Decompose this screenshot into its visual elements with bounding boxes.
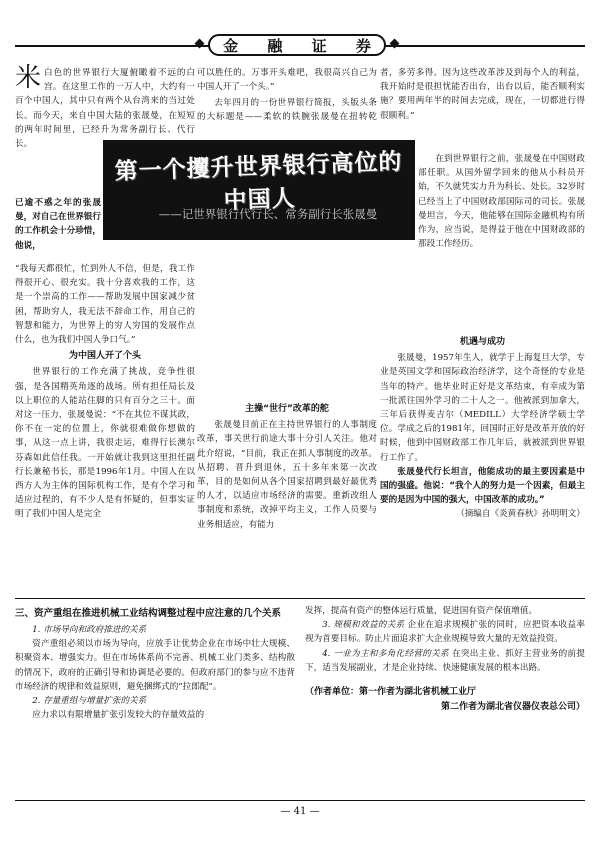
article-col1 (15, 262, 195, 522)
lower-left (15, 604, 295, 722)
lower-heading: 三、资产重组在推进机械工业结构调整过程中应注意的几个关系 (15, 608, 282, 619)
lower-item3-body: 企业在追求规模扩张的同时，应把资本收益率视为首要目标。防止片面追求扩大企业规模导致大量的无效益投资。 (305, 620, 585, 645)
col2-para-c: 张晟曼目前正在主持世界银行的人事制度改革，事关世行前途大事十分引人关注。他对此介绍说，“目前，我正在抓人事制度的改革。从招聘、晋升到退休，五十多年来第一次改革，目的是如何从各个国家招聘到最好最优秀的人才，以适应市场经济的需要。重新改组人事制度和系统，改掉平均主义，工作人员要与业务相适应，有能力 (197, 420, 377, 530)
lower-item4-body: 在突出主业、抓好主营业务的前提下，适当发展副业，才是企业持续、快速健康发展的根本出路。 (305, 648, 585, 673)
col1-intro: 白色的世界银行大厦俯瞰着不远的白宫。在这里工作的一万人中，大约有一百个中国人，其中只有两个从台湾来的当过处长。而今天，来自中国大陆的张晟曼，在短短的两年时间里，已经升为常务副行长、代行长。 (15, 68, 195, 150)
col2-heading: 主操“世行”改革的舵 (245, 404, 329, 414)
col2-para-b: 去年四月的一份世界银行简报，头版头条的大标题是——柔软的铁腕张晟曼在扭转乾 (197, 98, 377, 123)
article-separator (15, 598, 585, 599)
col1-para: 世界银行的工作充满了挑战，竞争性很强，是各国精英角逐的战场。所有担任局长及以上职位的人能站住脚的只有百分之三十。面对这一压力，张晟曼说：“不在其位不谋其政，你不在一定的位置上，你就很难做你想做的事，从这一点上讲，我很走运，难得行长澳尔芬森如此信任我。一开始就让我到这里担任副行长兼秘书长，那是1996年1月。中国人在以西方人为主体的国际机构工作，是有个学习和适应过程的，有不少人是有怀疑的，但事实证明了我们中国人是完全 (15, 367, 195, 520)
lower-right (305, 604, 585, 715)
col2-para-b-start (197, 96, 377, 124)
col1-quote: “我每天都很忙，忙到外人不信，但是，我工作得很开心、很充实。我十分喜欢我的工作，这是一个崇高的工作——帮助发展中国家减少贫困，帮助穷人，我无法不辞命工作，用自己的智慧和能力，为世界上的穷人穷国的发展作点什么，也为我们中国人争口气。” (15, 264, 195, 346)
col1-lead-text: 已逾不惑之年的张晟曼，对自己在世界银行的工作机会十分珍惜，他说， (15, 198, 101, 251)
article-col1-top (15, 63, 195, 151)
page-number: — 41 — (280, 806, 320, 817)
col3-para-e: 张晟曼，1957年生人，就学于上海复旦大学，专业是英国文学和国际政治经济学，这个奇怪的专业是当年的特产。他毕业时正好是文革结束，有幸成为第一批派往国外学习的二十人之一。他被派到加拿大，三年后获得麦吉尔（MEDILL）大学经济学硕士学位。学成之后的1981年，回国时正好是改革开放的好时候，他到中国财政部工作几年后，就被派到世界银行工作了。 (380, 353, 585, 463)
col3-para-d: 在到世界银行之前，张晟曼在中国财政部任职。从国外留学回来的他从小科员开始，不久就凭实力升为科长、处长。32岁时已经当上了中国财政部国际司的司长。张晟曼坦言，今天，他能够在国际金融机构有所作为，应当说，是得益于他在中国财政部的那段工作经历。 (418, 154, 585, 250)
article-col2 (197, 262, 377, 532)
lower-right-top: 发挥，提高有资产的整体运行质量，促进国有资产保值增值。 (305, 606, 538, 616)
lower-item3-title: 3. 规模和效益的关系 (322, 620, 405, 631)
col1-heading: 为中国人开了个头 (68, 351, 141, 362)
col2-top (197, 66, 377, 94)
lower-item2-body: 应力求以有限增量扩张引发较大的存量效益的 (32, 710, 205, 721)
footer-rule (15, 800, 585, 801)
author-line-1: （作者单位：第一作者为湖北省机械工业厅 (305, 687, 477, 698)
author-line-2: 第二作者为湖北省仪器仪表总公司） (440, 702, 585, 713)
article-title: 第一个攫升世界银行高位的中国人 (114, 148, 403, 215)
drop-cap: 米 (15, 63, 42, 93)
article-subtitle: ——记世界银行代行长、常务副行长张晟曼 (158, 207, 378, 221)
lower-item1-title: 1. 市场导向和政府推进的关系 (32, 625, 147, 635)
col1-lead (15, 196, 101, 253)
article-banner (103, 140, 415, 240)
article-col3 (418, 152, 585, 251)
section-header: 金 融 证 券 (208, 34, 386, 56)
lower-item1-body: 资产重组必须以市场为导向，应放手让优势企业在市场中壮大规模、积聚资本、增强实力。但在市场体系尚不完善、机械工业门类多、结构散的情况下，政府的正确引导和协调是必要的。但政府部门的参与应不违背市场经济的规律和效益原则，避免捆绑式的“拉郎配”。 (15, 639, 295, 692)
lower-item3 (305, 618, 585, 646)
col3-intro: 者，多劳多得。因为这些改革涉及到每个人的利益，我开始时是很担忧能否出台，出台以后，能否顺利实施？要用两年半的时间去完成，现在，一切都进行得很顺利。” (380, 68, 585, 121)
lower-item4 (305, 647, 585, 675)
article-col3-lower (380, 333, 585, 522)
col3-top (380, 66, 585, 123)
lower-item2-title: 2. 存量重组与增量扩张的关系 (32, 696, 147, 707)
article-credit: （摘编自《炎黄春秋》孙明明文） (456, 509, 585, 520)
col3-heading: 机遇与成功 (459, 337, 505, 347)
col3-para-f: 张晟曼代行长坦言，他能成功的最主要因素是中国的强盛。他说：“我个人的努力是一个因素，但最主要的是因为中国的强大，中国改革的成功。” (380, 466, 585, 506)
col2-intro: 可以胜任的。万事开头难吧，我很高兴自己为中国人开了一个头。” (197, 68, 377, 93)
lower-item4-title: 4. 一业为主和多角化经营的关系 (322, 648, 449, 659)
